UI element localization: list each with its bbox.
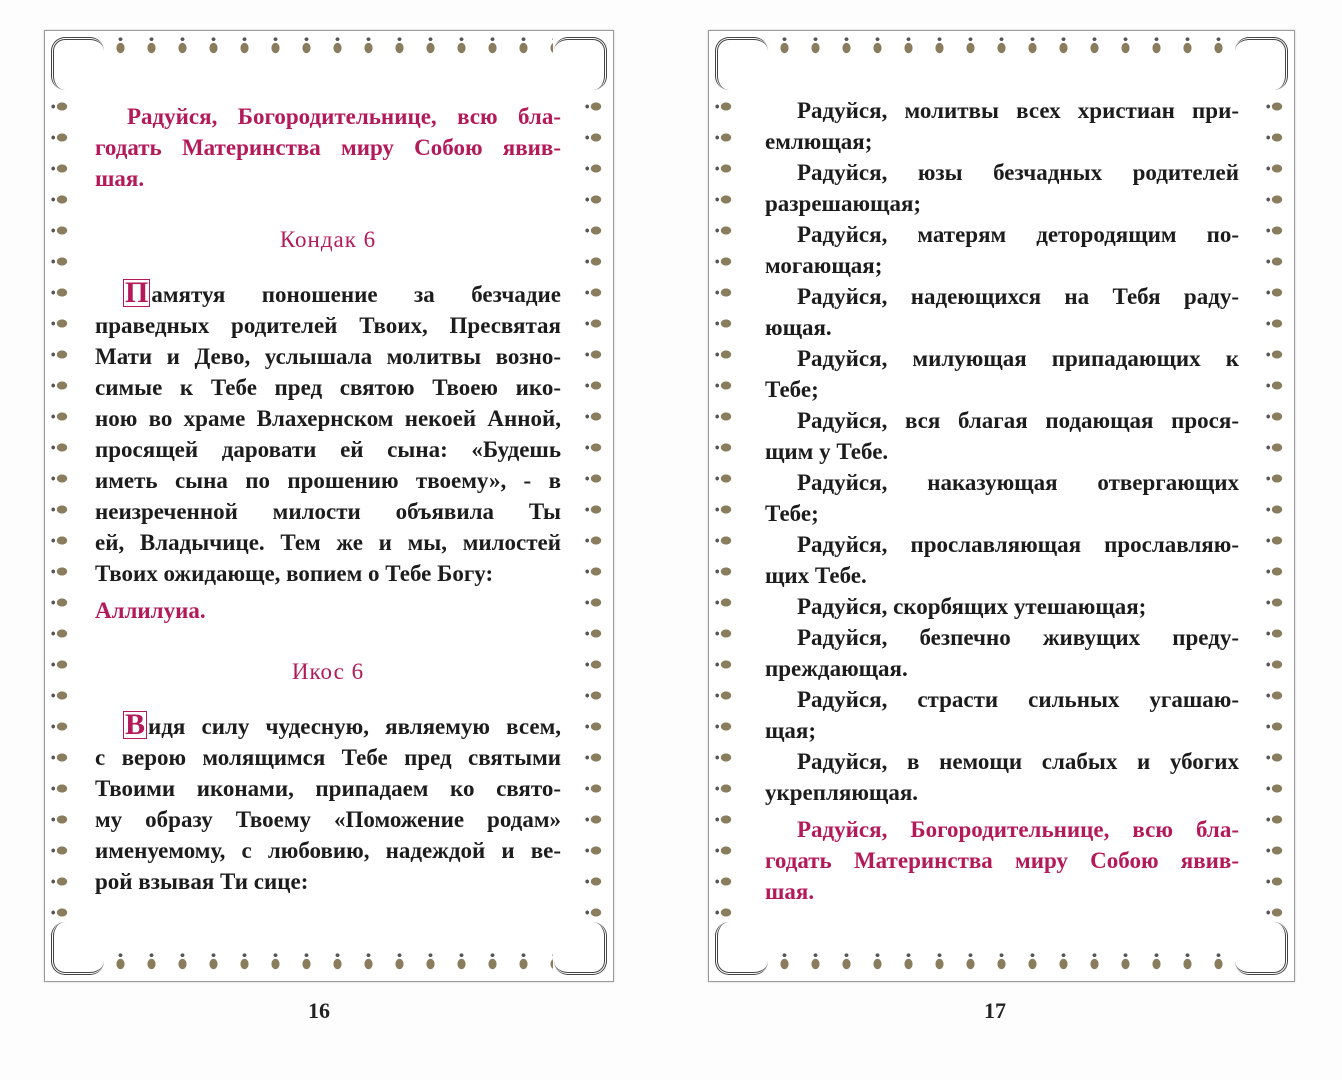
text-line: Радуйся, вся благая подающая прося- — [797, 408, 1239, 433]
drop-cap: В — [125, 708, 146, 741]
text-line — [95, 708, 561, 742]
text-paragraph — [765, 157, 1239, 219]
text-line: Радуйся, в немощи слабых и убогих — [797, 749, 1239, 774]
ornament-border-bottom — [105, 953, 553, 975]
text-paragraph — [765, 95, 1239, 157]
corner-flourish — [1235, 37, 1288, 90]
text-paragraph — [765, 529, 1239, 591]
text-paragraph — [95, 708, 561, 897]
text-line: щая; — [765, 718, 817, 743]
ornament-border-top — [105, 37, 553, 59]
text-paragraph — [765, 746, 1239, 808]
section-heading: Икос 6 — [291, 659, 365, 684]
text-paragraph — [765, 405, 1239, 467]
text-line: укрепляющая. — [765, 780, 919, 805]
text-line: Тебе; — [765, 501, 819, 526]
text-line: ющая. — [765, 315, 832, 340]
text-line: Радуйся, страсти сильных угашаю- — [797, 687, 1239, 712]
ornament-border-bottom — [769, 953, 1234, 975]
text-paragraph — [765, 467, 1239, 529]
line-text: идя силу чудесную, являемую всем, — [148, 714, 561, 739]
text-line: преждающая. — [765, 656, 908, 681]
corner-flourish — [1235, 922, 1288, 975]
text-line: шая. — [765, 879, 815, 904]
drop-cap: П — [125, 276, 149, 309]
text-line: Тебе; — [765, 377, 819, 402]
corner-flourish — [51, 922, 104, 975]
text-paragraph — [765, 591, 1239, 622]
text-paragraph — [765, 219, 1239, 281]
text-line: Твоих ожидающе, вопием о Тебе Богу: — [95, 561, 494, 586]
page-text — [95, 101, 561, 897]
text-line: Радуйся, скорбящих утешающая; — [797, 594, 1147, 619]
text-line: емлющая; — [765, 129, 873, 154]
text-line: праведных родителей Твоих, Пресвятая — [95, 313, 561, 338]
text-line: щим у Тебе. — [765, 439, 889, 464]
corner-flourish — [51, 37, 104, 90]
text-paragraph — [765, 684, 1239, 746]
text-line: ною во храме Влахернском некоей Анной, — [95, 406, 561, 431]
text-line: Радуйся, надеющихся на Тебя раду- — [797, 284, 1239, 309]
text-line: Аллилуиа. — [95, 598, 206, 623]
ornament-border-right — [585, 91, 607, 921]
text-line: Радуйся, юзы безчадных родителей — [797, 160, 1239, 185]
text-line: неизреченной милости объявила Ты — [95, 499, 561, 524]
corner-flourish — [554, 37, 607, 90]
text-line: Радуйся, безпечно живущих преду- — [797, 625, 1239, 650]
text-line: Радуйся, Богородительнице, всю бла- — [127, 104, 561, 129]
text-line: симые к Тебе пред святою Твоею ико- — [95, 375, 561, 400]
ornament-border-left — [715, 91, 737, 921]
page-text — [765, 95, 1239, 907]
text-line: ей, Владычице. Тем же и мы, милостей — [95, 530, 561, 555]
corner-flourish — [715, 922, 768, 975]
page-number: 16 — [308, 998, 330, 1023]
section-heading: Кондак 6 — [279, 227, 377, 252]
text-line: иметь сына по прошению твоему», - в — [95, 468, 561, 493]
text-line: с верою молящимся Тебе пред святыми — [95, 745, 561, 770]
left-page — [44, 30, 614, 982]
line-text: амятуя поношение за безчадие — [151, 282, 561, 307]
text-line: разрешающая; — [765, 191, 922, 216]
text-line: Мати и Дево, услышала молитвы возно- — [95, 344, 561, 369]
text-line: Радуйся, молитвы всех христиан при- — [797, 98, 1239, 123]
rubric-paragraph — [765, 814, 1239, 907]
text-line — [95, 276, 561, 310]
text-line: Радуйся, Богородительнице, всю бла- — [797, 817, 1239, 842]
rubric-paragraph — [95, 595, 561, 626]
page-number: 17 — [984, 998, 1006, 1023]
text-line: Радуйся, прославляющая прославляю- — [797, 532, 1239, 557]
text-line: Радуйся, милующая припадающих к — [797, 346, 1239, 371]
text-line: Твоими иконами, припадаем ко свято- — [95, 776, 561, 801]
text-line: могающая; — [765, 253, 883, 278]
ornament-border-right — [1266, 91, 1288, 921]
text-line: щих Тебе. — [765, 563, 867, 588]
text-paragraph — [765, 343, 1239, 405]
right-page — [708, 30, 1295, 982]
text-line: Радуйся, наказующая отвергающих — [797, 470, 1239, 495]
text-line: шая. — [95, 166, 145, 191]
text-line: рой взывая Ти сице: — [95, 869, 309, 894]
text-paragraph — [765, 281, 1239, 343]
text-line: му образу Твоему «Поможение родам» — [95, 807, 561, 832]
text-line: просящей даровати ей сына: «Будешь — [95, 437, 561, 462]
ornament-border-left — [51, 91, 73, 921]
text-line: Радуйся, матерям детородящим по- — [797, 222, 1239, 247]
text-paragraph — [95, 276, 561, 589]
corner-flourish — [715, 37, 768, 90]
rubric-paragraph — [95, 101, 561, 194]
ornament-border-top — [769, 37, 1234, 59]
corner-flourish — [554, 922, 607, 975]
text-line: годать Материнства миру Собою явив- — [765, 848, 1239, 873]
text-line: годать Материнства миру Собою явив- — [95, 135, 561, 160]
text-line: именуемому, с любовию, надеждой и ве- — [95, 838, 561, 863]
text-paragraph — [765, 622, 1239, 684]
